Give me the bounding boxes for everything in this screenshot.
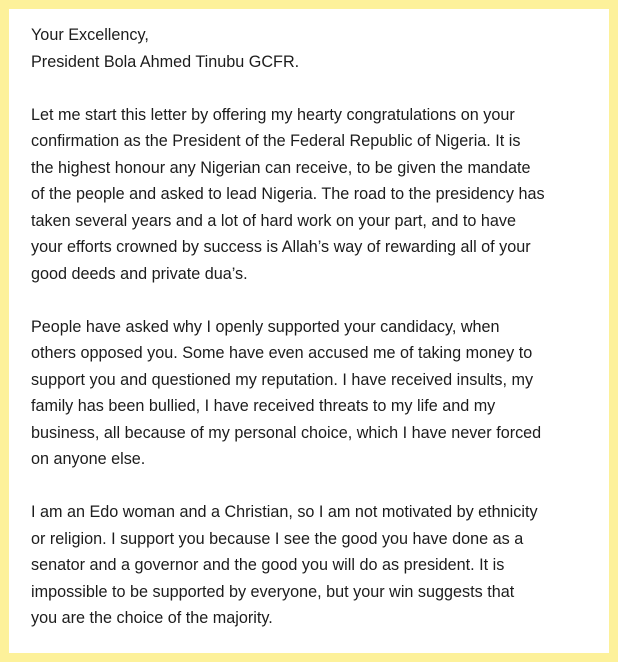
paragraph-line: I am an Edo woman and a Christian, so I am not motivated by ethnicity [31,503,538,521]
salutation [31,22,607,75]
paragraph-line: of the people and asked to lead Nigeria. The road to the presidency has [31,185,545,203]
paragraph-line: good deeds and private dua’s. [31,264,248,283]
paragraph-gap [31,287,607,314]
paragraph-line: taken several years and a lot of hard work on your part, and to have [31,211,517,230]
paragraph-line: your efforts crowned by success is Allah’s way of rewarding all of your [31,238,531,256]
paragraph-line: or religion. I support you because I see the good you have done as a [31,529,524,548]
paragraph-line: support you and questioned my reputation. I have received insults, my [31,370,534,389]
paragraph-gap [31,473,607,500]
paragraph-line: others opposed you. Some have even accused me of taking money to [31,344,533,362]
salutation-line: President Bola Ahmed Tinubu GCFR. [31,52,300,71]
salutation-line: Your Excellency, [31,26,149,44]
paragraph-line: the highest honour any Nigerian can receive, to be given the mandate [31,158,531,177]
paragraph-line: business, all because of my personal choice, which I have never forced [31,423,542,442]
paragraph-support [31,314,607,473]
paragraph-line: Let me start this letter by offering my hearty congratulations on your [31,105,515,124]
paragraph-line: People have asked why I openly supported your candidacy, when [31,317,500,336]
paragraph-line: senator and a governor and the good you will do as president. It is [31,556,505,574]
letter-body [31,22,607,632]
paragraph-line: family has been bullied, I have received threats to my life and my [31,397,496,415]
paragraph-line: you are the choice of the majority. [31,609,273,627]
paragraph-line: on anyone else. [31,450,146,468]
paragraph-line: confirmation as the President of the Federal Republic of Nigeria. It is [31,132,521,150]
paragraph-gap [31,75,607,102]
paragraph-motivation [31,499,607,632]
paragraph-congratulations [31,102,607,288]
paragraph-line: impossible to be supported by everyone, but your win suggests that [31,582,515,601]
